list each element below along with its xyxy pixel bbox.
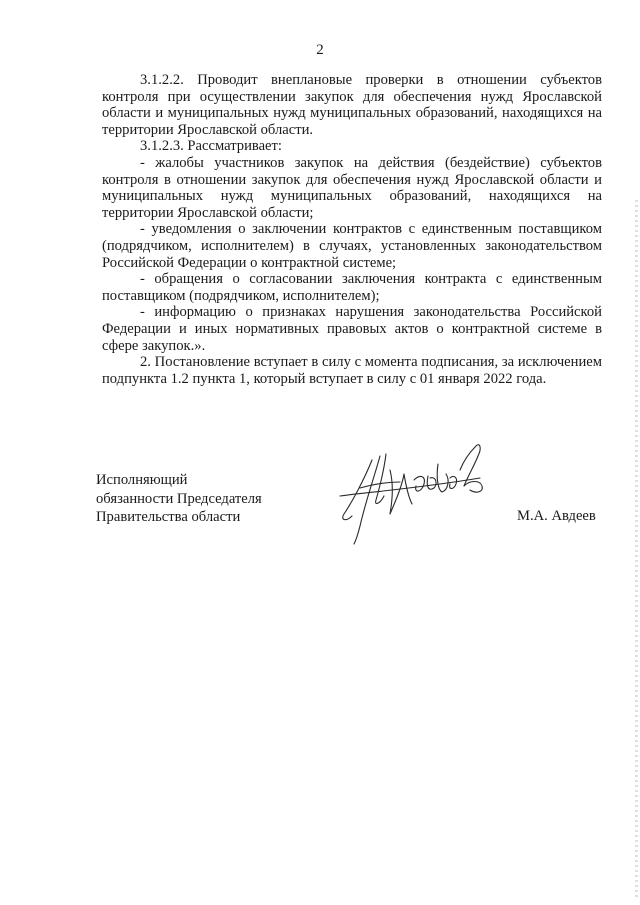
document-body [102,72,602,387]
scan-edge-artifact [635,200,638,900]
list-item-complaints: - жалобы участников закупок на действия (бездействие) субъектов контроля в отношении закупок для обеспечения нужд Ярославской области и муниципальных нужд муниципальных образований, находящихся на территории Ярославской области; [102,154,602,221]
signer-position-line: Исполняющий [96,472,188,488]
handwritten-signature [330,430,500,550]
page-number: 2 [316,42,324,58]
list-item-notifications: - уведомления о заключении контрактов с единственным поставщиком (подрядчиком, исполнителем) в случаях, установленных законодательством Российской Федерации о контрактной системе; [102,221,602,271]
paragraph-3-1-2-3: 3.1.2.3. Рассматривает: [140,138,282,155]
list-item-appeals: - обращения о согласовании заключения контракта с единственным поставщиком (подрядчиком, исполнителем); [102,271,602,304]
list-item-information: - информацию о признаках нарушения законодательства Российской Федерации и иных нормативных правовых актов о контрактной системе в сфере закупок.». [102,304,602,354]
signer-name: М.А. Авдеев [517,508,596,524]
paragraph-3-1-2-2: 3.1.2.2. Проводит внеплановые проверки в отношении субъектов контроля при осуществлении закупок для обеспечения нужд Ярославской области и муниципальных нужд муниципальных образований, находящихся на территории Ярославской области. [102,72,602,138]
signer-position-line: обязанности Председателя [96,490,262,507]
paragraph-2-entry-into-force: 2. Постановление вступает в силу с момента подписания, за исключением подпункта 1.2 пункта 1, который вступает в силу с 01 января 2022 года. [102,354,602,387]
signer-position [96,471,262,527]
signer-position-line: Правительства области [96,509,241,525]
